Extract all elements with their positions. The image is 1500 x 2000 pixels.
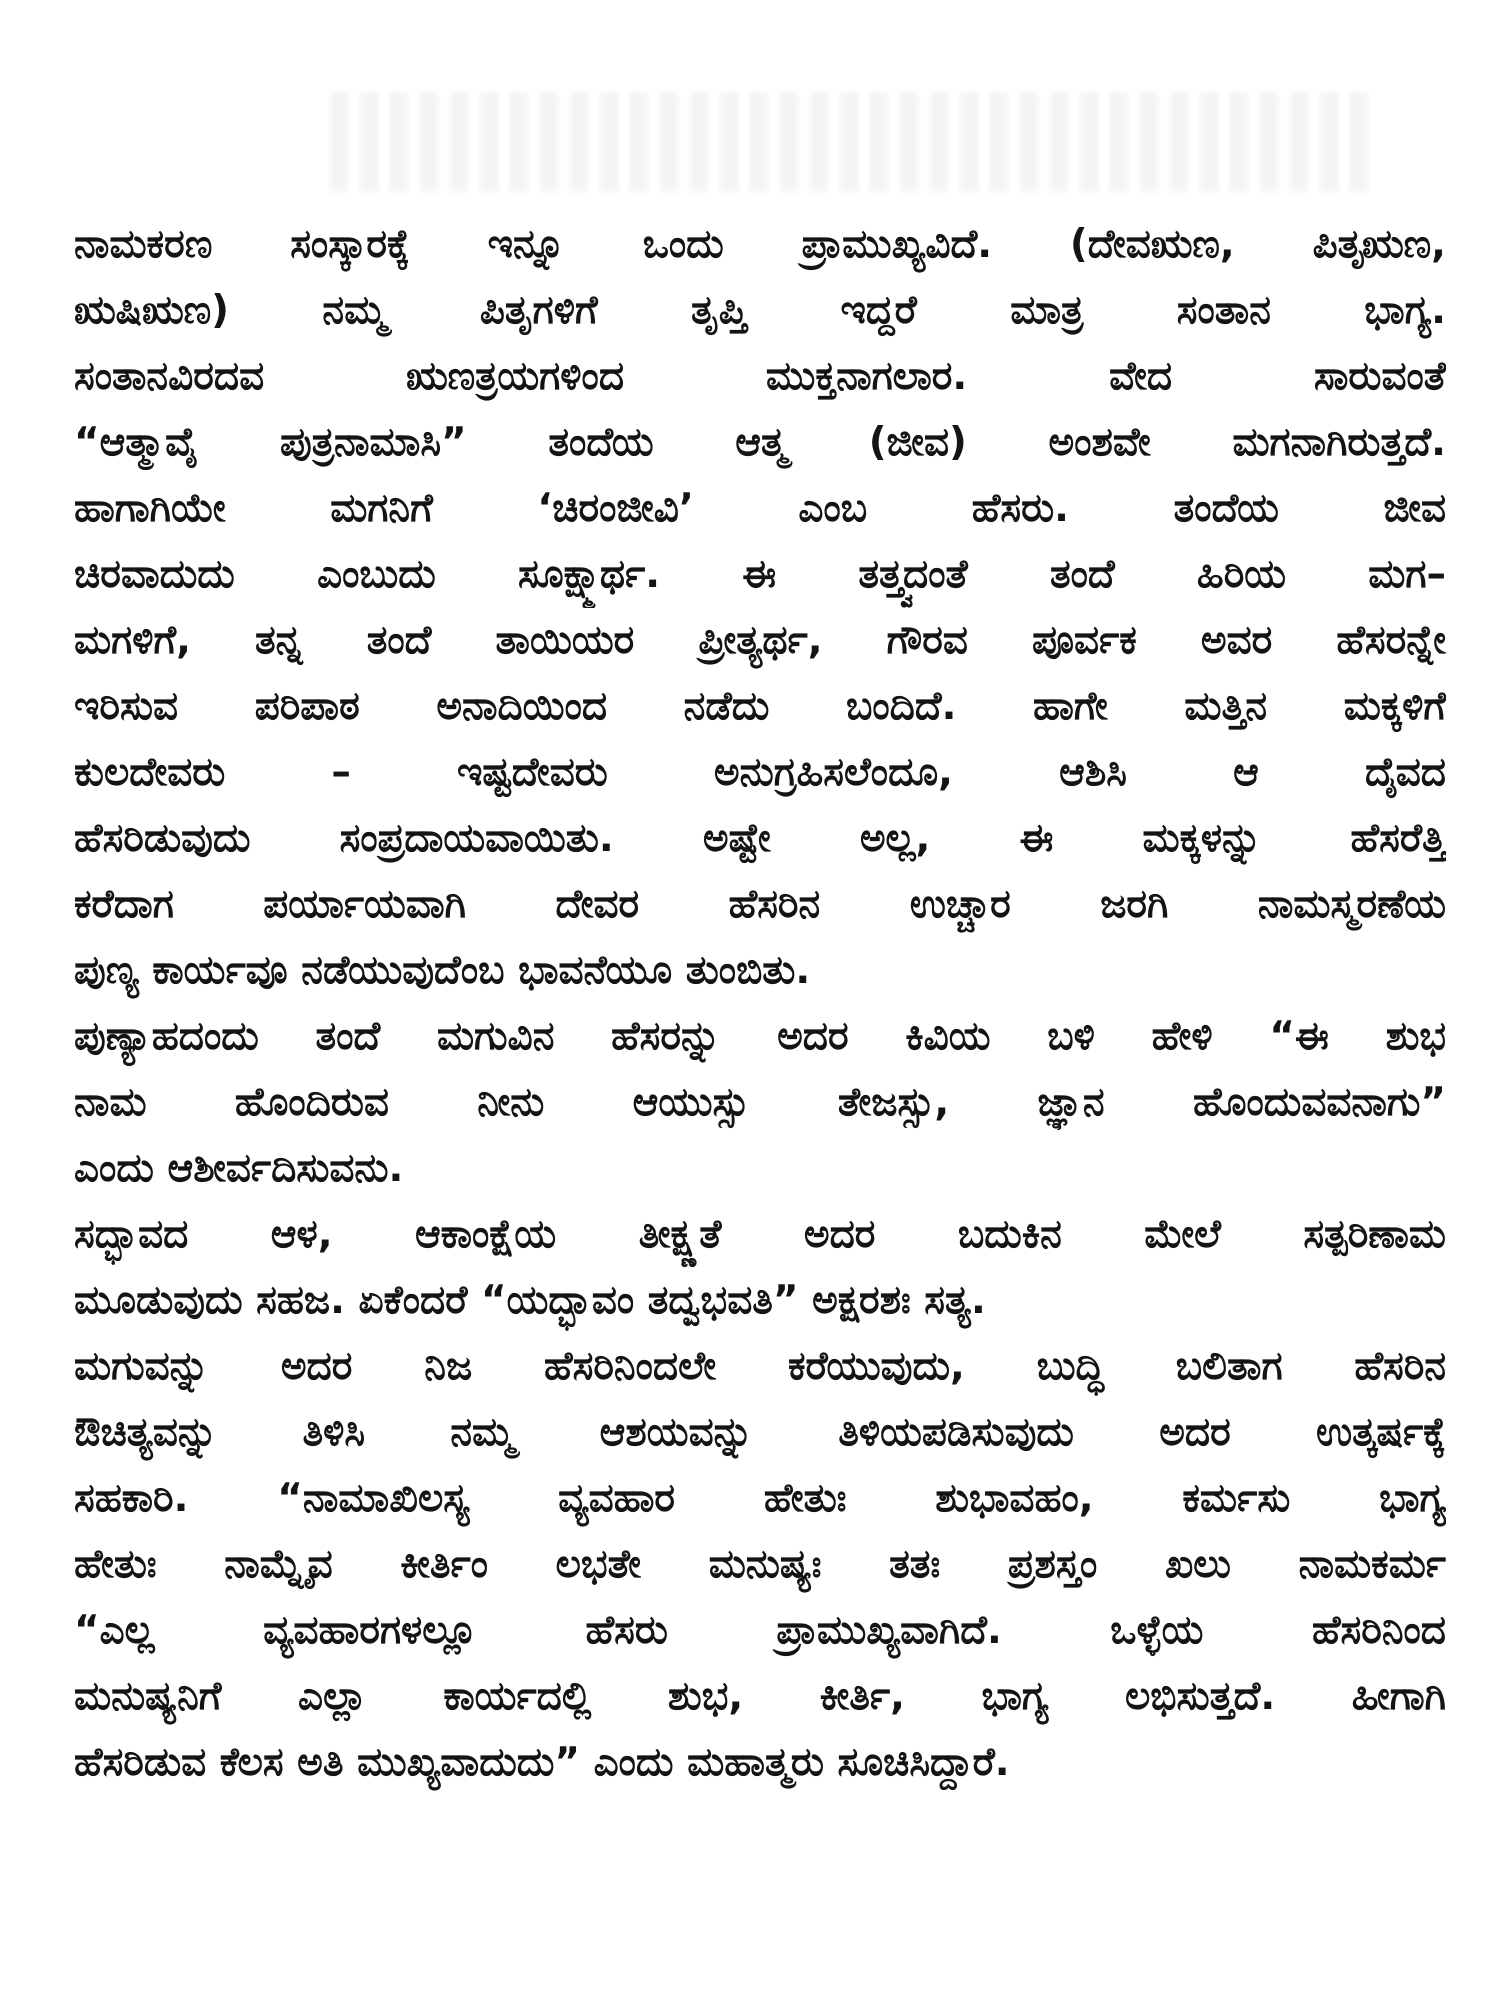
text-line: ಸದ್ಭಾವದ ಆಳ, ಆಕಾಂಕ್ಷೆಯ ತೀಕ್ಷ್ಣತೆ ಅದರ ಬದುಕಿನ ಮೇಲೆ ಸತ್ಪರಿಣಾಮ bbox=[74, 1212, 1446, 1257]
text-line: ಮಗುವನ್ನು ಅದರ ನಿಜ ಹೆಸರಿನಿಂದಲೇ ಕರೆಯುವುದು, ಬುದ್ಧಿ ಬಲಿತಾಗ ಹೆಸರಿನ bbox=[74, 1344, 1446, 1389]
paragraph-4 bbox=[74, 1334, 1446, 1796]
text-line: “ಆತ್ಮಾವೈ ಪುತ್ರನಾಮಾಸಿ” ತಂದೆಯ ಆತ್ಮ (ಜೀವ) ಅಂಶವೇ ಮಗನಾಗಿರುತ್ತದೆ. bbox=[74, 420, 1446, 465]
bleed-through-shadow bbox=[330, 92, 1380, 192]
text-line: ಇರಿಸುವ ಪರಿಪಾಠ ಅನಾದಿಯಿಂದ ನಡೆದು ಬಂದಿದೆ. ಹಾಗೇ ಮತ್ತಿನ ಮಕ್ಕಳಿಗೆ bbox=[74, 684, 1446, 729]
text-line: ಔಚಿತ್ಯವನ್ನು ತಿಳಿಸಿ ನಮ್ಮ ಆಶಯವನ್ನು ತಿಳಿಯಪಡಿಸುವುದು ಅದರ ಉತ್ಕರ್ಷಕ್ಕೆ bbox=[74, 1410, 1446, 1455]
text-line: ಚಿರವಾದುದು ಎಂಬುದು ಸೂಕ್ಷ್ಮಾರ್ಥ. ಈ ತತ್ತ್ವದಂತೆ ತಂದೆ ಹಿರಿಯ ಮಗ– bbox=[74, 552, 1446, 597]
text-line: ಕುಲದೇವರು – ಇಷ್ಟದೇವರು ಅನುಗ್ರಹಿಸಲೆಂದೂ, ಆಶಿಸಿ ಆ ದೈವದ bbox=[74, 750, 1446, 795]
text-line: ಕರೆದಾಗ ಪರ್ಯಾಯವಾಗಿ ದೇವರ ಹೆಸರಿನ ಉಚ್ಚಾರ ಜರಗಿ ನಾಮಸ್ಮರಣೆಯ bbox=[74, 882, 1446, 927]
text-line: ಹೆಸರಿಡುವುದು ಸಂಪ್ರದಾಯವಾಯಿತು. ಅಷ್ಟೇ ಅಲ್ಲ, ಈ ಮಕ್ಕಳನ್ನು ಹೆಸರೆತ್ತಿ bbox=[74, 816, 1446, 861]
text-line: ಹಾಗಾಗಿಯೇ ಮಗನಿಗೆ ‘ಚಿರಂಜೀವಿ’ ಎಂಬ ಹೆಸರು. ತಂದೆಯ ಜೀವ bbox=[74, 486, 1446, 531]
text-line: ಮನುಷ್ಯನಿಗೆ ಎಲ್ಲಾ ಕಾರ್ಯದಲ್ಲಿ ಶುಭ, ಕೀರ್ತಿ, ಭಾಗ್ಯ ಲಭಿಸುತ್ತದೆ. ಹೀಗಾಗಿ bbox=[74, 1674, 1446, 1719]
text-line: ಋಷಿಋಣ) ನಮ್ಮ ಪಿತೃಗಳಿಗೆ ತೃಪ್ತಿ ಇದ್ದರೆ ಮಾತ್ರ ಸಂತಾನ ಭಾಗ್ಯ. bbox=[74, 288, 1446, 333]
text-line: ಮೂಡುವುದು ಸಹಜ. ಏಕೆಂದರೆ “ಯದ್ಭಾವಂ ತದ್ವಭವತಿ” ಅಕ್ಷರಶಃ ಸತ್ಯ. bbox=[74, 1278, 986, 1323]
text-line: ಪುಣ್ಯಾಹದಂದು ತಂದೆ ಮಗುವಿನ ಹೆಸರನ್ನು ಅದರ ಕಿವಿಯ ಬಳಿ ಹೇಳಿ “ಈ ಶುಭ bbox=[74, 1014, 1446, 1059]
text-line: ಸಹಕಾರಿ. “ನಾಮಾಖಿಲಸ್ಯ ವ್ಯವಹಾರ ಹೇತುಃ ಶುಭಾವಹಂ, ಕರ್ಮಸು ಭಾಗ್ಯ bbox=[74, 1476, 1446, 1521]
text-line: ಮಗಳಿಗೆ, ತನ್ನ ತಂದೆ ತಾಯಿಯರ ಪ್ರೀತ್ಯರ್ಥ, ಗೌರವ ಪೂರ್ವಕ ಅವರ ಹೆಸರನ್ನೇ bbox=[74, 618, 1446, 663]
text-line: ನಾಮಕರಣ ಸಂಸ್ಕಾರಕ್ಕೆ ಇನ್ನೂ ಒಂದು ಪ್ರಾಮುಖ್ಯವಿದೆ. (ದೇವಋಣ, ಪಿತೃಋಣ, bbox=[74, 222, 1446, 267]
text-line: ಹೇತುಃ ನಾಮ್ನೈವ ಕೀರ್ತಿಂ ಲಭತೇ ಮನುಷ್ಯಃ ತತಃ ಪ್ರಶಸ್ತಂ ಖಲು ನಾಮಕರ್ಮ bbox=[74, 1542, 1446, 1587]
text-line: “ಎಲ್ಲ ವ್ಯವಹಾರಗಳಲ್ಲೂ ಹೆಸರು ಪ್ರಾಮುಖ್ಯವಾಗಿದೆ. ಒಳ್ಳೆಯ ಹೆಸರಿನಿಂದ bbox=[74, 1608, 1446, 1653]
text-line: ಸಂತಾನವಿರದವ ಋಣತ್ರಯಗಳಿಂದ ಮುಕ್ತನಾಗಲಾರ. ವೇದ ಸಾರುವಂತೆ bbox=[74, 354, 1446, 399]
text-line: ಎಂದು ಆಶೀರ್ವದಿಸುವನು. bbox=[74, 1146, 404, 1191]
paragraph-2 bbox=[74, 1004, 1446, 1202]
body-text bbox=[74, 212, 1446, 1796]
paragraph-3 bbox=[74, 1202, 1446, 1334]
text-line: ಪುಣ್ಯ ಕಾರ್ಯವೂ ನಡೆಯುವುದೆಂಬ ಭಾವನೆಯೂ ತುಂಬಿತು. bbox=[74, 948, 811, 993]
text-line: ಹೆಸರಿಡುವ ಕೆಲಸ ಅತಿ ಮುಖ್ಯವಾದುದು” ಎಂದು ಮಹಾತ್ಮರು ಸೂಚಿಸಿದ್ದಾರೆ. bbox=[74, 1740, 1010, 1785]
text-line: ನಾಮ ಹೊಂದಿರುವ ನೀನು ಆಯುಸ್ಸು ತೇಜಸ್ಸು, ಜ್ಞಾನ ಹೊಂದುವವನಾಗು” bbox=[74, 1080, 1446, 1125]
paragraph-1 bbox=[74, 212, 1446, 1004]
